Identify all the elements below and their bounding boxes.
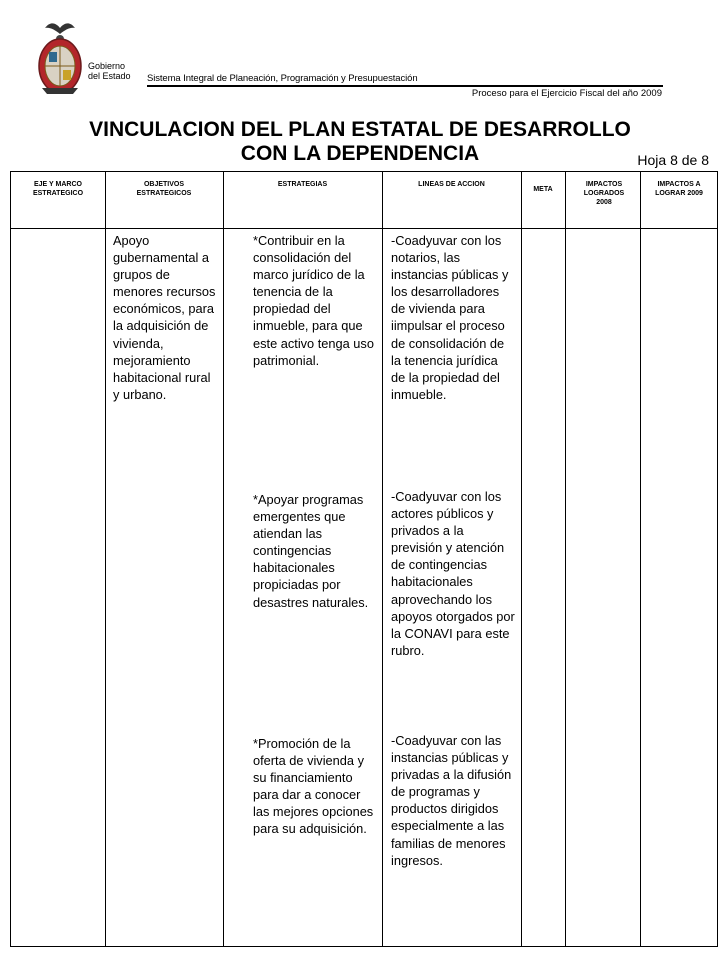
strategy-item: *Promoción de la oferta de vivienda y su financiamiento para dar a conocer las mejores opciones para su adquisición. (253, 736, 374, 837)
government-label: Gobierno del Estado (88, 61, 131, 81)
column-header-objectives: OBJETIVOS ESTRATEGICOS (136, 181, 192, 197)
action-line-item: -Coadyuvar con los actores públicos y privados a la previsión y atención de contingencias habitacionales aprovechando los apoyos otorgados por la CONAVI para este rubro. (391, 489, 515, 658)
column-header-impacts-2008: IMPACTOS LOGRADOS 2008 (583, 181, 625, 206)
header-row-divider (10, 228, 718, 229)
strategy-item: *Apoyar programas emergentes que atiendan las contingencias habitacionales propiciadas por desastres naturales. (253, 492, 369, 610)
action-line-item: -Coadyuvar con los notarios, las instancias públicas y los desarrolladores de vivienda para iimpulsar el proceso de consolidación de la tenencia jurídica de la propiedad del inmueble. (391, 233, 509, 402)
column-divider (565, 171, 566, 947)
column-divider (223, 171, 224, 947)
page-title: VINCULACION DEL PLAN ESTATAL DE DESARROLLO CON LA DEPENDENCIA (89, 118, 631, 165)
column-divider (640, 171, 641, 947)
state-coat-of-arms-icon (37, 18, 83, 96)
action-line-item: -Coadyuvar con las instancias públicas y privadas a la difusión de programas y productos dirigidos especialmente a las familias de menores ingresos. (391, 733, 512, 868)
table-border-top (10, 171, 718, 172)
fiscal-process-label: Proceso para el Ejercicio Fiscal del año 2009 (471, 88, 662, 99)
header-divider (147, 85, 663, 87)
sheet-number: Hoja 8 de 8 (637, 152, 709, 168)
column-divider (10, 171, 11, 947)
column-header-action-lines: LINEAS DE ACCION (418, 181, 485, 188)
column-header-impacts-2009: IMPACTOS A LOGRAR 2009 (655, 181, 703, 197)
column-header-strategies: ESTRATEGIAS (277, 181, 328, 188)
table-border-bottom (10, 946, 718, 947)
column-header-goal: META (533, 186, 553, 193)
objective-text: Apoyo gubernamental a grupos de menores recursos económicos, para la adquisición de vivienda, mejoramiento habitacional rural y urbano. (113, 233, 216, 402)
alignment-table (10, 171, 718, 947)
strategy-item: *Contribuir en la consolidación del marco jurídico de la tenencia de la propiedad del inmueble, para que este activo tenga uso patrimonial. (253, 233, 374, 368)
column-divider (717, 171, 718, 947)
column-header-axis: EJE Y MARCO ESTRATEGICO (32, 181, 84, 197)
column-divider (382, 171, 383, 947)
system-name: Sistema Integral de Planeación, Programación y Presupuestación (147, 73, 418, 84)
column-divider (521, 171, 522, 947)
column-divider (105, 171, 106, 947)
